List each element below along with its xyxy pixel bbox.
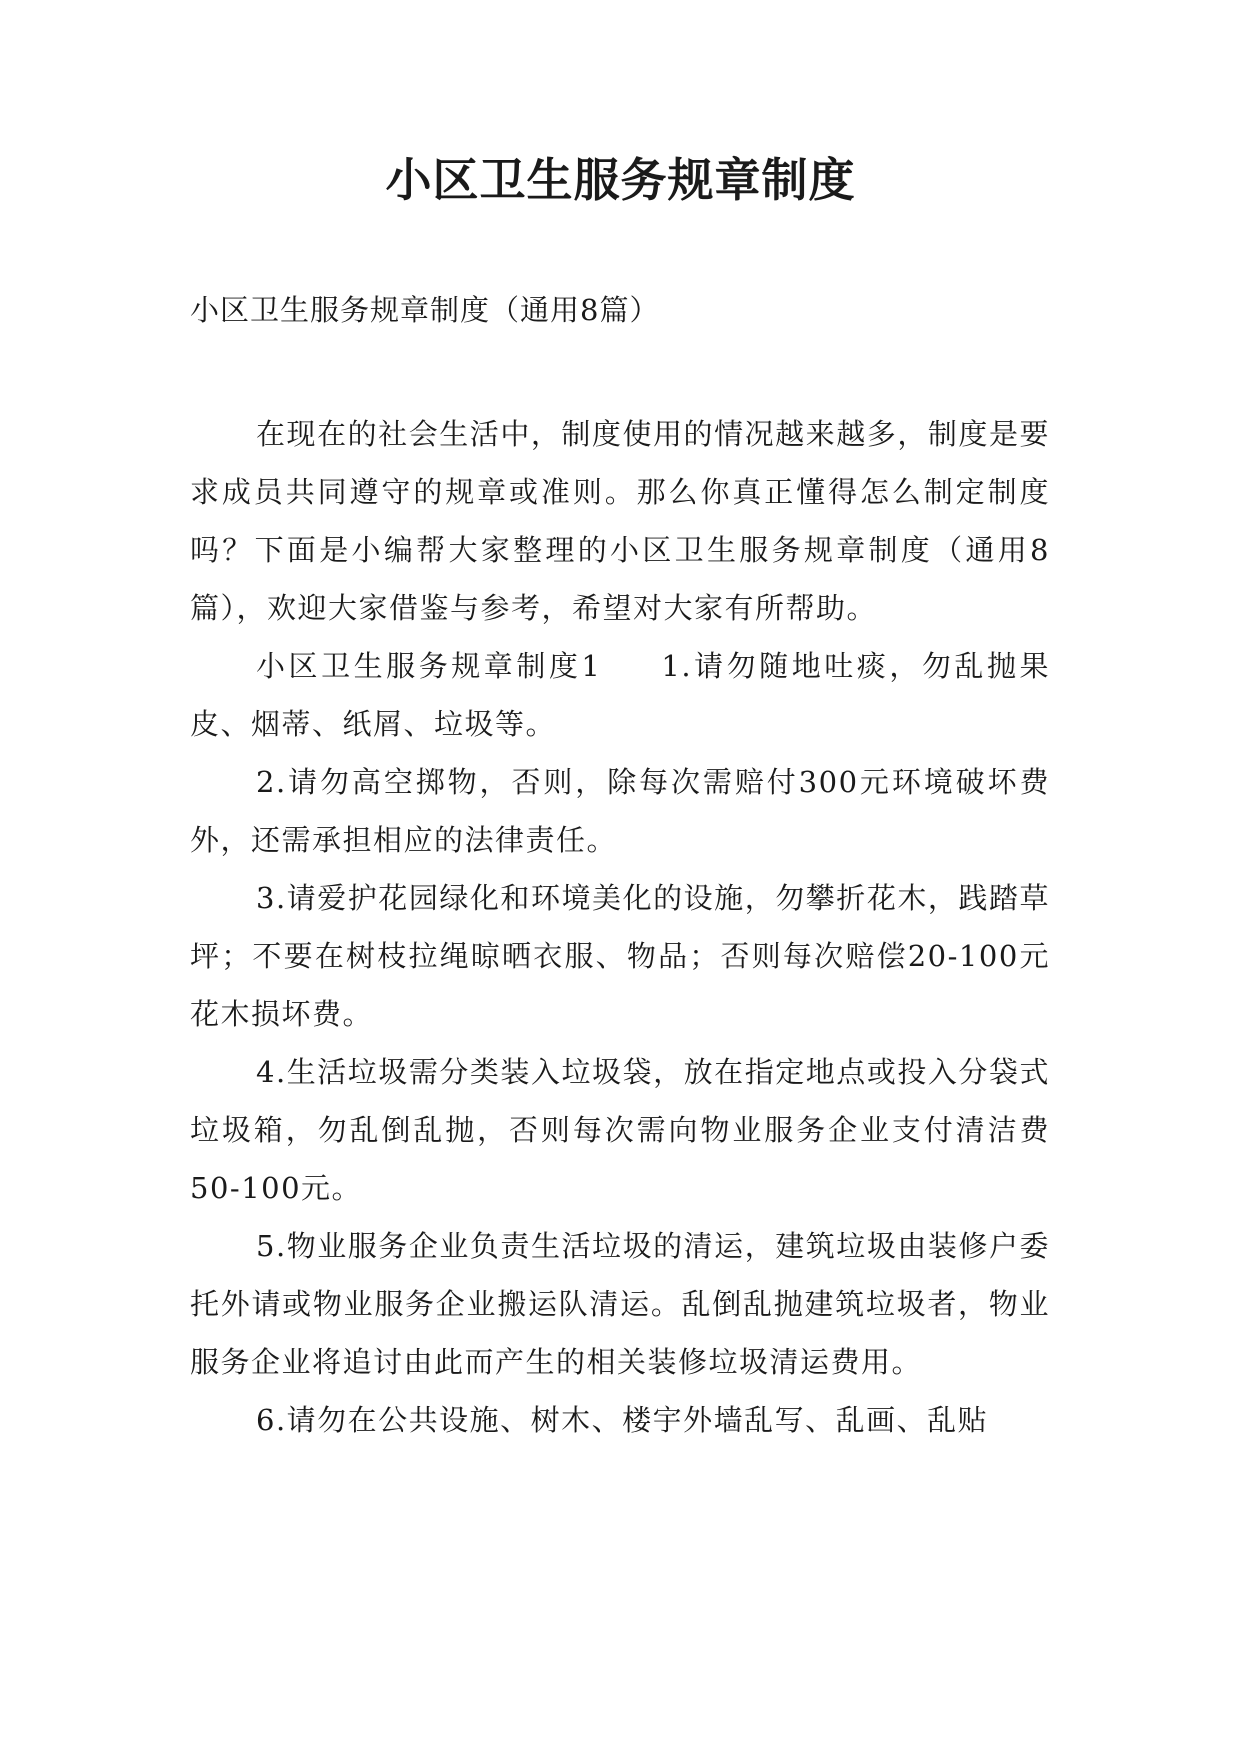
document-body (190, 405, 1050, 1449)
rule-paragraph-3: 3.请爱护花园绿化和环境美化的设施，勿攀折花木，践踏草坪；不要在树枝拉绳晾晒衣服、物品；否则每次赔偿20-100元花木损坏费。 (190, 881, 1050, 1031)
rule-paragraph-6: 6.请勿在公共设施、树木、楼宇外墙乱写、乱画、乱贴 (256, 1403, 989, 1437)
document-title: 小区卫生服务规章制度 (385, 153, 856, 207)
rule-paragraph-5: 5.物业服务企业负责生活垃圾的清运，建筑垃圾由装修户委托外请或物业服务企业搬运队清运。乱倒乱抛建筑垃圾者，物业服务企业将追讨由此而产生的相关装修垃圾清运费用。 (190, 1229, 1050, 1379)
intro-paragraph: 在现在的社会生活中，制度使用的情况越来越多，制度是要求成员共同遵守的规章或准则。那么你真正懂得怎么制定制度吗？下面是小编帮大家整理的小区卫生服务规章制度（通用8篇），欢迎大家借鉴与参考，希望对大家有所帮助。 (190, 417, 1050, 625)
document-subtitle: 小区卫生服务规章制度（通用8篇） (190, 293, 660, 327)
section-heading: 小区卫生服务规章制度1 (256, 649, 602, 683)
rule-1: 1.请勿随地吐痰，勿乱抛果皮、烟蒂、纸屑、垃圾等。 (190, 649, 1051, 741)
rule-paragraph-4: 4.生活垃圾需分类装入垃圾袋，放在指定地点或投入分袋式垃圾箱，勿乱倒乱抛，否则每次需向物业服务企业支付清洁费50-100元。 (190, 1055, 1050, 1205)
rule-paragraph-1 (190, 637, 1050, 753)
rule-paragraph-2: 2.请勿高空掷物，否则，除每次需赔付300元环境破坏费外，还需承担相应的法律责任。 (190, 765, 1050, 857)
